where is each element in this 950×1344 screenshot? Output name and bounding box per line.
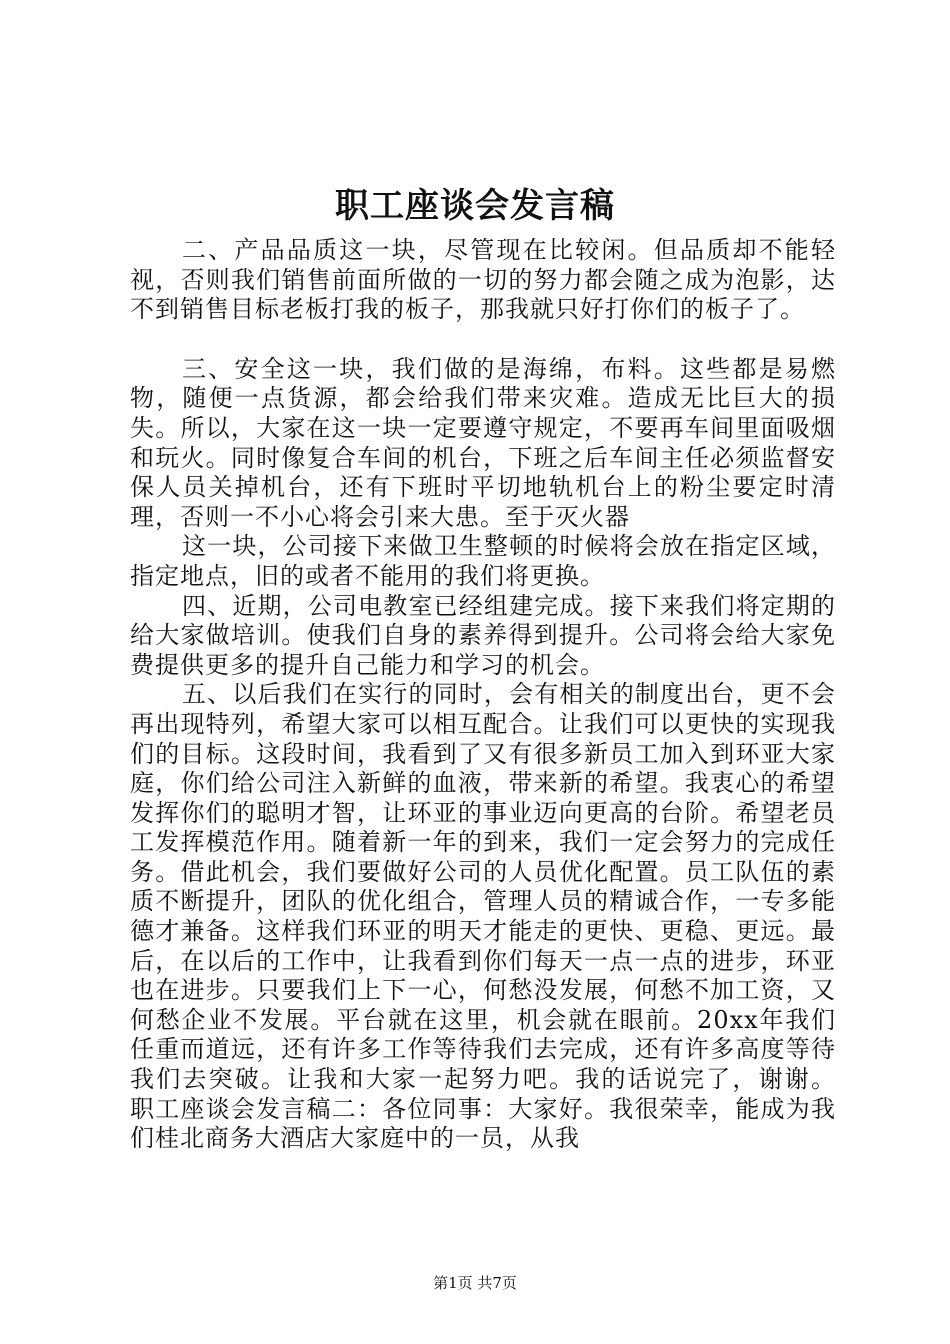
page-number-footer: 第1页 共7页 — [433, 1274, 517, 1292]
document-title: 职工座谈会发言稿 — [335, 186, 615, 226]
paragraph-safety: 三、安全这一块，我们做的是海绵，布料。这些都是易燃物，随便一点货源，都会给我们带来灾难。造成无比巨大的损失。所以，大家在这一块一定要遵守规定，不要再车间里面吸烟和玩火。同时像复合车间的机台，下班之后车间主任必须监督安保人员关掉机台，还有下班时平切地轨机台上的粉尘要定时清理，否则一不小心将会引来大患。至于灭火器 — [130, 354, 836, 531]
paragraph-closing-remarks: 五、以后我们在实行的同时，会有相关的制度出台，更不会再出现特列，希望大家可以相互配合。让我们可以更快的实现我们的目标。这段时间，我看到了又有很多新员工加入到环亚大家庭，你们给公司注入新鲜的血液，带来新的希望。我衷心的希望发挥你们的聪明才智，让环亚的事业迈向更高的台阶。希望老员工发挥模范作用。随着新一年的到来，我们一定会努力的完成任务。借此机会，我们要做好公司的人员优化配置。员工队伍的素质不断提升，团队的优化组合，管理人员的精诚合作，一专多能德才兼备。这样我们环亚的明天才能走的更快、更稳、更远。最后，在以后的工作中，让我看到你们每天一点一点的进步，环亚也在进步。只要我们上下一心，何愁没发展，何愁不加工资，又何愁企业不发展。平台就在这里，机会就在眼前。20xx年我们任重而道远，还有许多工作等待我们去完成，还有许多高度等待我们去突破。让我和大家一起努力吧。我的话说完了，谢谢。 职工座谈会发言稿二：各位同事：大家好。我很荣幸，能成为我们桂北商务大酒店大家庭中的一员，从我 — [130, 680, 836, 1153]
paragraph-product-quality: 二、产品品质这一块，尽管现在比较闲。但品质却不能轻视，否则我们销售前面所做的一切的努力都会随之成为泡影，达不到销售目标老板打我的板子，那我就只好打你们的板子了。 — [130, 236, 836, 324]
paragraph-training-room: 四、近期，公司电教室已经组建完成。接下来我们将定期的给大家做培训。使我们自身的素养得到提升。公司将会给大家免费提供更多的提升自己能力和学习的机会。 — [130, 591, 836, 679]
paragraph-fire-extinguisher: 这一块，公司接下来做卫生整顿的时候将会放在指定区域，指定地点，旧的或者不能用的我们将更换。 — [130, 532, 836, 590]
document-body — [130, 236, 836, 1154]
